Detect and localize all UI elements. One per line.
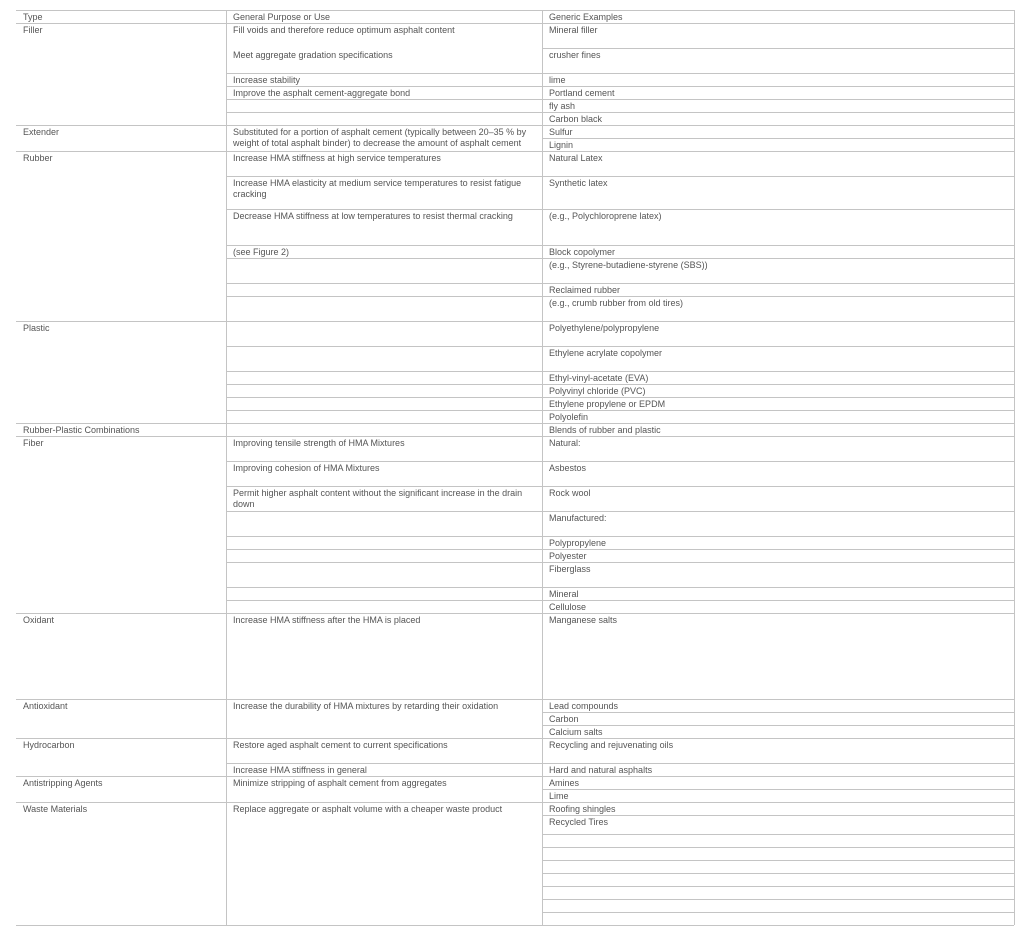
example-row-border xyxy=(542,860,1014,861)
example-row-border xyxy=(542,834,1014,835)
header-purpose: General Purpose or Use xyxy=(233,12,331,22)
type-cell: Hydrocarbon xyxy=(23,740,75,750)
purpose-cell: Improve the asphalt cement-aggregate bond xyxy=(233,88,411,98)
purpose-cell: Restore aged asphalt cement to current specifications xyxy=(233,740,448,750)
example-cell: Lead compounds xyxy=(549,701,619,711)
example-cell: Synthetic latex xyxy=(549,178,608,188)
example-cell: crusher fines xyxy=(549,50,601,60)
example-cell: Carbon black xyxy=(549,114,603,124)
example-cell: Lignin xyxy=(549,140,574,150)
example-cell: Polypropylene xyxy=(549,538,607,548)
purpose-cell: Meet aggregate gradation specifications xyxy=(233,50,393,60)
type-cell: Extender xyxy=(23,127,60,137)
purpose-cell: Substituted for a portion of asphalt cement (typically between 20–35 % by weight of total asphalt binder) to decrease the amount of asphalt cement xyxy=(233,127,527,148)
type-cell: Plastic xyxy=(23,323,50,333)
type-cell: Oxidant xyxy=(23,615,55,625)
example-cell: Fiberglass xyxy=(549,564,591,574)
example-cell: Sulfur xyxy=(549,127,573,137)
purpose-cell: Increase HMA elasticity at medium service temperatures to resist fatigue cracking xyxy=(233,178,522,199)
example-cell: Ethyl-vinyl-acetate (EVA) xyxy=(549,373,649,383)
example-cell: Polyester xyxy=(549,551,587,561)
purpose-row-border xyxy=(226,384,542,385)
purpose-row-border xyxy=(226,346,542,347)
purpose-row-border xyxy=(226,283,542,284)
purpose-cell: Fill voids and therefore reduce optimum asphalt content xyxy=(233,25,455,35)
purpose-row-border xyxy=(226,423,542,424)
purpose-row-border xyxy=(226,536,542,537)
example-cell: (e.g., Styrene-butadiene-styrene (SBS)) xyxy=(549,260,708,270)
example-cell: Amines xyxy=(549,778,580,788)
example-row-border xyxy=(542,886,1014,887)
header-type: Type xyxy=(23,12,43,22)
example-cell: Mineral xyxy=(549,589,579,599)
example-cell: (e.g., crumb rubber from old tires) xyxy=(549,298,684,308)
example-cell: Polyolefin xyxy=(549,412,589,422)
example-cell: Hard and natural asphalts xyxy=(549,765,653,775)
type-cell: Fiber xyxy=(23,438,44,448)
example-cell: Block copolymer xyxy=(549,247,616,257)
type-cell: Antistripping Agents xyxy=(23,778,103,788)
purpose-cell: Increase stability xyxy=(233,75,301,85)
purpose-cell: Improving cohesion of HMA Mixtures xyxy=(233,463,380,473)
type-cell: Filler xyxy=(23,25,43,35)
example-cell: Ethylene acrylate copolymer xyxy=(549,348,663,358)
purpose-cell: Permit higher asphalt content without the significant increase in the drain down xyxy=(233,488,523,509)
purpose-cell: Increase the durability of HMA mixtures by retarding their oxidation xyxy=(233,701,499,711)
purpose-row-border xyxy=(226,371,542,372)
example-cell: Polyvinyl chloride (PVC) xyxy=(549,386,646,396)
example-cell: Ethylene propylene or EPDM xyxy=(549,399,666,409)
type-cell: Waste Materials xyxy=(23,804,88,814)
purpose-row-border xyxy=(226,321,542,322)
example-cell: Manganese salts xyxy=(549,615,618,625)
purpose-row-border xyxy=(226,587,542,588)
example-cell: Natural: xyxy=(549,438,581,448)
purpose-cell: Increase HMA stiffness in general xyxy=(233,765,367,775)
type-cell: Rubber xyxy=(23,153,53,163)
example-row-border xyxy=(542,899,1014,900)
example-cell: Recycled Tires xyxy=(549,817,609,827)
purpose-cell: (see Figure 2) xyxy=(233,247,290,257)
purpose-cell: Replace aggregate or asphalt volume with a cheaper waste product xyxy=(233,804,503,814)
example-cell: Rock wool xyxy=(549,488,591,498)
additives-table xyxy=(16,10,1014,923)
purpose-row-border xyxy=(226,410,542,411)
example-cell: Portland cement xyxy=(549,88,615,98)
purpose-row-border xyxy=(226,397,542,398)
purpose-row-border xyxy=(226,296,542,297)
example-cell: Asbestos xyxy=(549,463,587,473)
purpose-cell: Increase HMA stiffness after the HMA is placed xyxy=(233,615,421,625)
header-examples: Generic Examples xyxy=(549,12,623,22)
example-cell: Recycling and rejuvenating oils xyxy=(549,740,674,750)
example-cell: Carbon xyxy=(549,714,579,724)
column-divider xyxy=(1014,10,1015,925)
purpose-row-border xyxy=(226,549,542,550)
type-cell: Rubber-Plastic Combinations xyxy=(23,425,140,435)
type-cell: Antioxidant xyxy=(23,701,68,711)
example-cell: Manufactured: xyxy=(549,513,607,523)
purpose-row-border xyxy=(226,258,542,259)
example-cell: Calcium salts xyxy=(549,727,603,737)
example-cell: Blends of rubber and plastic xyxy=(549,425,661,435)
purpose-cell: Minimize stripping of asphalt cement from aggregates xyxy=(233,778,447,788)
purpose-cell: Decrease HMA stiffness at low temperatures to resist thermal cracking xyxy=(233,211,513,221)
purpose-row-border xyxy=(226,511,542,512)
example-cell: Reclaimed rubber xyxy=(549,285,621,295)
purpose-row-border xyxy=(226,600,542,601)
example-cell: Natural Latex xyxy=(549,153,603,163)
example-cell: fly ash xyxy=(549,101,576,111)
purpose-cell: Improving tensile strength of HMA Mixtures xyxy=(233,438,405,448)
example-cell: Roofing shingles xyxy=(549,804,616,814)
example-row-border xyxy=(542,847,1014,848)
example-row-border xyxy=(542,912,1014,913)
purpose-row-border xyxy=(226,112,542,113)
purpose-row-border xyxy=(226,562,542,563)
example-cell: lime xyxy=(549,75,566,85)
table-top-border xyxy=(16,10,1014,11)
example-row-border xyxy=(542,873,1014,874)
example-cell: Lime xyxy=(549,791,569,801)
example-cell: Mineral filler xyxy=(549,25,598,35)
example-cell: Polyethylene/polypropylene xyxy=(549,323,660,333)
purpose-cell: Increase HMA stiffness at high service temperatures xyxy=(233,153,441,163)
example-cell: (e.g., Polychloroprene latex) xyxy=(549,211,662,221)
purpose-row-border xyxy=(226,99,542,100)
example-cell: Cellulose xyxy=(549,602,587,612)
